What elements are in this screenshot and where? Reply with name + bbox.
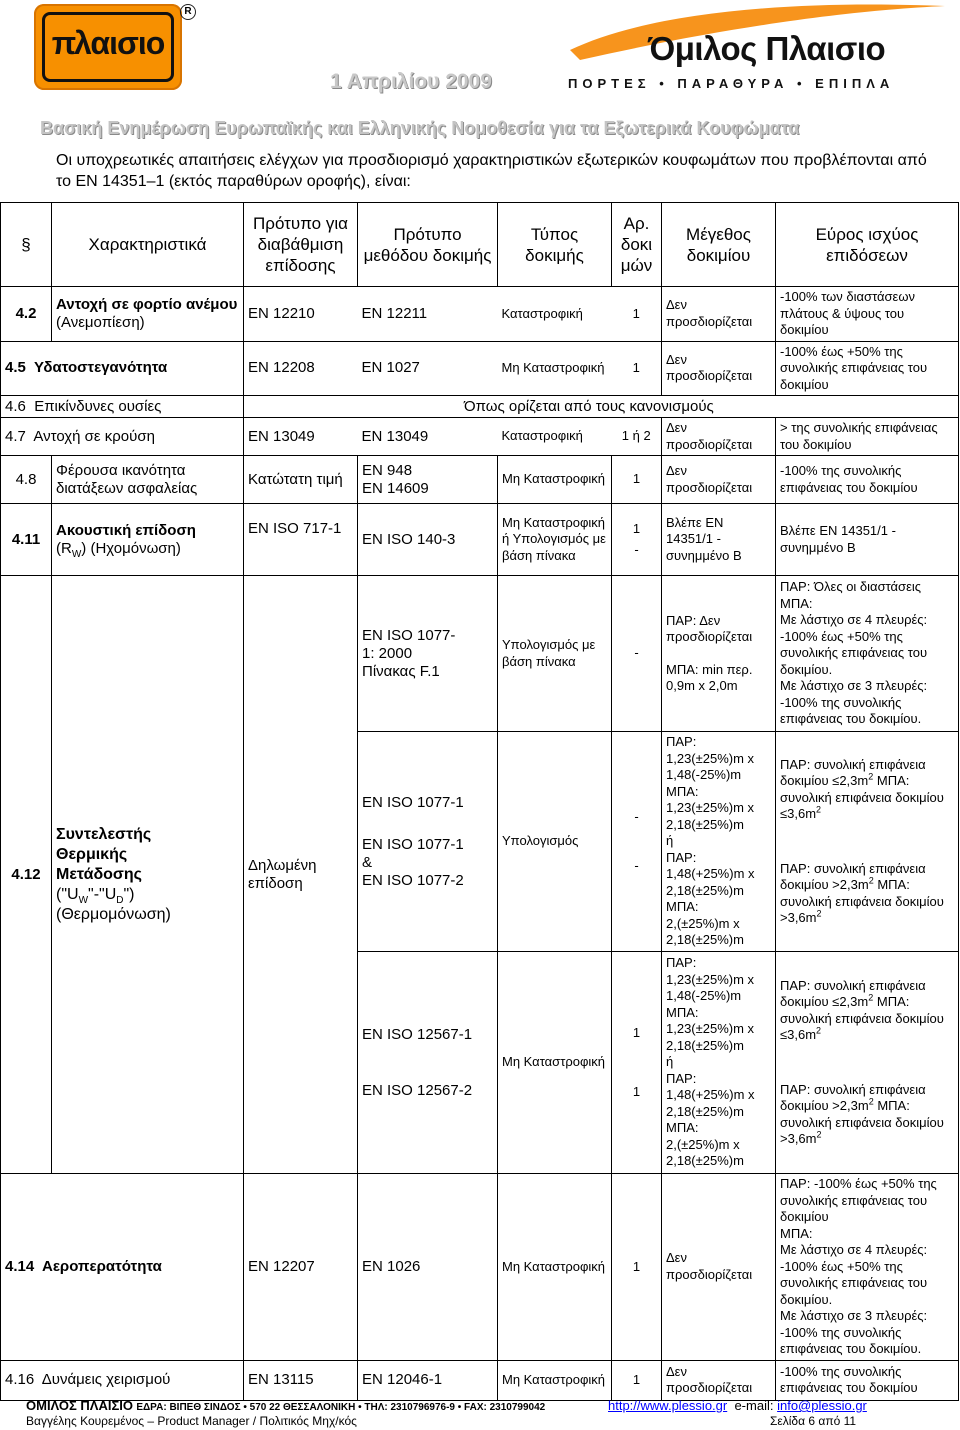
table-row [1,504,959,576]
characteristic [52,576,244,1174]
size-line: ΠΑΡ: [666,955,697,971]
footer-address: ΕΔΡΑ: ΒΙΠΕΘ ΣΙΝΔΟΣ • 570 22 ΘΕΣΣΑΛΟΝΙΚΗ • ΤΗΛ: 2310796976-9 • FAX: 2310799042 [136,1402,546,1413]
characteristic-rest: (Ανεμοπίεση) [56,313,145,331]
sample-count: - [612,576,662,732]
range-line: ΠΑΡ: συνολική επιφάνεια δοκιμίου ≤2,3m [780,756,926,788]
intro-paragraph: Οι υποχρεωτικές απαιτήσεις ελέγχων για προσδιορισμό χαρακτηριστικών εξωτερικών κουφωμάτων που προβλέπονται από το ΕΝ 14351–1 (εκτός παραθύρων οροφής), είναι: [56,152,927,190]
size-line: 2,18(±25%)m [666,1103,744,1119]
size-line: 1,48(+25%)m x [666,1087,755,1103]
table-row [1,341,959,396]
superscript: 2 [816,804,822,815]
sample-size [662,576,776,732]
range-line: ΠΑΡ: συνολική επιφάνεια δοκιμίου ≤2,3m [780,977,926,1009]
email-label: e-mail: [734,1398,774,1413]
sample-count-1: 1 [632,521,641,536]
classification-standard: EN 12208 [244,341,358,396]
test-method [358,732,498,952]
sample-size: Βλέπε EN 14351/1 - συνημμένο Β [662,504,776,576]
method-line: EN ISO 12567-1 [362,1025,473,1043]
range-line: ΜΠΑ: συνολική επιφάνεια δοκιμίου ≤3,6m [780,773,944,821]
table-row [1,1360,959,1400]
superscript: 2 [816,1129,822,1140]
classification-standard: Δηλωμένη επίδοση [244,576,358,1174]
test-type: Καταστροφική [498,418,612,456]
test-method: EN 12211 [358,287,498,342]
superscript: 2 [868,992,874,1003]
characteristic-label: Υδατοστεγανότητα [33,359,168,377]
size-line: 1,23(±25%)m x [666,1021,755,1037]
sample-count: 1 [612,341,662,396]
header-validity-range: Εύρος ισχύος επιδόσεων [776,203,959,287]
size-line: 2,18(±25%)m [666,932,744,948]
range-line: ΜΠΑ: συνολική επιφάνεια δοκιμίου ≤3,6m [780,994,944,1042]
sample-count: 1 [612,456,662,504]
test-type: Μη Καταστροφική [498,341,612,396]
range-line: ΜΠΑ: [780,1225,813,1241]
header-test-type: Τύπος δοκιμής [498,203,612,287]
sample-size: Δεν προσδιορίζεται [662,456,776,504]
size-line: ΜΠΑ: min περ. 0,9m x 2,0m [666,661,753,693]
range-line: ΠΑΡ: συνολική επιφάνεια δοκιμίου >2,3m [780,860,926,892]
footer-brand: ΟΜΙΛΟΣ ΠΛΑΙΣΙΟ [26,1398,133,1413]
header-sample-count: Αρ. δοκι μών [612,203,662,287]
logo-text: πλαισιο [51,25,165,61]
footer-author: Βαγγέλης Κουρεμένος – Product Manager / Πολιτικός Μηχ/κός [26,1414,357,1428]
count-line: - [634,809,639,824]
method-line: & [362,853,373,871]
sample-count: 1 ή 2 [612,418,662,456]
superscript: 2 [868,771,874,782]
range-line: ΠΑΡ: -100% έως +50% της συνολικής επιφάνειας του δοκιμίου [780,1176,937,1224]
characteristic [1,396,244,418]
footer-company-line [26,1398,545,1413]
characteristic-end: ) (Ηχομόνωση) [81,539,181,557]
range-block-1 [780,978,954,1044]
characteristic-subscript: W [71,548,82,560]
symbol-subscript: D [116,894,124,906]
section-number: 4.2 [1,287,52,342]
group-name: Όμιλος Πλαισιο [648,30,886,67]
sample-size: Δεν προσδιορίζεται [662,341,776,396]
test-type: Μη Καταστροφική ή Υπολογισμός με βάση πίνακα [498,504,612,576]
sample-size: Δεν προσδιορίζεται [662,1174,776,1361]
size-line: 1,23(±25%)m x [666,800,755,816]
size-line: 2,(±25%)m x [666,915,740,931]
range-block-2 [780,861,954,927]
range-line: Με λάστιχο σε 4 πλευρές: -100% έως +50% της συνολικής επιφάνειας του δοκιμίου. [780,1242,928,1307]
validity-range [776,952,959,1174]
range-line: Με λάστιχο σε 3 πλευρές: -100% της συνολικής επιφάνειας του δοκιμίου. [780,1308,928,1356]
header-sample-size: Μέγεθος δοκιμίου [662,203,776,287]
test-type: Μη Καταστροφική [498,952,612,1174]
validity-range [776,1174,959,1361]
test-method-1: EN 948 [362,461,413,479]
test-type: Μη Καταστροφική [498,456,612,504]
table-row [1,456,959,504]
range-block-2 [780,1082,954,1148]
test-method: EN 12046-1 [358,1360,498,1400]
characteristic: Φέρουσα ικανότητα διατάξεων ασφαλείας [52,456,244,504]
test-method: EN ISO 1077-1: 2000 Πίνακας F.1 [358,576,498,732]
characteristic-label: Επικίνδυνες ουσίες [34,397,162,415]
count-line: 1 [632,1083,641,1099]
sample-count: 1 [612,287,662,342]
superscript: 2 [868,875,874,886]
table-row [1,396,959,418]
section-number: 4.6 [5,397,26,415]
size-line: 1,23(±25%)m x [666,750,755,766]
header-section: § [1,203,52,287]
validity-range [776,576,959,732]
size-line: ΜΠΑ: [666,899,699,915]
size-line: 2,(±25%)m x [666,1136,740,1152]
section-number: 4.14 [5,1257,35,1275]
section-number: 4.7 [5,427,26,445]
sample-count-2: - [634,541,639,557]
characteristic-label: Αντοχή σε κρούση [33,427,155,445]
test-method [358,952,498,1174]
size-line: ΜΠΑ: [666,1004,699,1020]
characteristic-rest: (Θερμομόνωση) [56,905,171,923]
method-line: EN ISO 1077-2 [362,871,464,889]
validity-range: > της συνολικής επιφάνειας του δοκιμίου [776,418,959,456]
header-characteristic: Χαρακτηριστικά [52,203,244,287]
range-block-1 [780,757,954,823]
sample-count [612,732,662,952]
sample-count [612,952,662,1174]
characteristic-bold: Αντοχή σε φορτίο ανέμου [56,295,238,313]
count-line: 1 [632,1025,641,1040]
test-type: Υπολογισμός [498,732,612,952]
tagline: ΠΟΡΤΕΣ • ΠΑΡΑΘΥΡΑ • ΕΠΙΠΛΑ [568,76,895,91]
classification-standard: EN 12207 [244,1174,358,1361]
sample-size: Δεν προσδιορίζεται [662,418,776,456]
table-header-row [1,203,959,287]
section-number: 4.5 [5,359,26,377]
validity-range: -100% έως +50% της συνολικής επιφάνειας του δοκιμίου [776,341,959,396]
symbol-subscript: W [78,894,89,906]
size-line: ΜΠΑ: [666,1120,699,1136]
table-row [1,287,959,342]
characteristic-bold: Συντελεστής Θερμικής Μετάδοσης [56,825,152,883]
footer-links [608,1398,867,1413]
superscript: 2 [816,1025,822,1036]
section-number: 4.8 [1,456,52,504]
test-method: EN 1027 [358,341,498,396]
classification-standard: EN 12210 [244,287,358,342]
test-type: Υπολογισμός με βάση πίνακα [498,576,612,732]
characteristic [1,341,244,396]
header-test-method: Πρότυπο μεθόδου δοκιμής [358,203,498,287]
company-logo [34,4,182,90]
count-line: - [634,857,639,873]
test-method-2: EN 14609 [362,479,429,497]
test-method: EN 1026 [358,1174,498,1361]
section-number: 4.12 [1,576,52,1174]
characteristic [1,1360,244,1400]
requirements-table [0,202,959,1401]
range-line: Με λάστιχο σε 3 πλευρές: -100% της συνολικής επιφάνειας του δοκιμίου. [780,678,928,727]
registered-mark: R [180,4,196,20]
section-number: 4.16 [5,1371,35,1388]
test-type: Καταστροφική [498,287,612,342]
website-link[interactable]: http://www.plessio.gr [608,1398,728,1413]
characteristic [52,287,244,342]
method-line: EN ISO 12567-2 [362,1081,473,1099]
size-line: ΠΑΡ: [666,1070,697,1086]
range-line: ΜΠΑ: συνολική επιφάνεια δοκιμίου >3,6m [780,877,944,925]
classification-standard: EN 13115 [244,1360,358,1400]
test-type: Μη Καταστροφική [498,1360,612,1400]
size-line: ΠΑΡ: [666,734,697,750]
sample-size [662,952,776,1174]
size-line: ή [666,833,674,849]
size-line: ΠΑΡ: [666,849,697,865]
table-row [1,576,959,732]
characteristic-symbol [56,885,239,905]
range-line: ΠΑΡ: Όλες οι διαστάσεις [780,579,922,595]
size-line: ΜΠΑ: [666,783,699,799]
document-date: 1 Απριλίου 2009 [330,70,492,93]
email-link[interactable]: info@plessio.gr [777,1398,867,1413]
range-line: ΠΑΡ: συνολική επιφάνεια δοκιμίου >2,3m [780,1081,926,1113]
size-line: 1,48(-25%)m [666,988,742,1004]
sample-count [612,504,662,576]
page-footer [0,1398,960,1430]
table-row [1,418,959,456]
page-number: Σελίδα 6 από 11 [770,1414,857,1428]
sample-size: Δεν προσδιορίζεται [662,1360,776,1400]
regulation-note: Όπως ορίζεται από τους κανονισμούς [244,396,959,418]
test-method [358,456,498,504]
size-line: 2,18(±25%)m [666,816,744,832]
validity-range: Βλέπε EN 14351/1 - συνημμένο Β [776,504,959,576]
characteristic-label: Αεροπερατότητα [41,1257,162,1275]
validity-range: -100% της συνολικής επιφάνειας του δοκιμίου [776,1360,959,1400]
validity-range: -100% των διαστάσεων πλάτους & ύψους του δοκιμίου [776,287,959,342]
superscript: 2 [868,1096,874,1107]
range-line: Με λάστιχο σε 4 πλευρές: -100% έως +50% της συνολικής επιφάνειας του δοκιμίου. [780,612,928,677]
section-number: 4.11 [1,504,52,576]
classification-standard: EN 13049 [244,418,358,456]
size-line: ή [666,1054,674,1070]
characteristic-label: Δυνάμεις χειρισμού [41,1371,171,1388]
sample-size [662,732,776,952]
sample-size: Δεν προσδιορίζεται [662,287,776,342]
document-banner: Βασική Ενημέρωση Ευρωπαϊκής και Ελληνικής Νομοθεσία για τα Εξωτερικά Κουφώματα [40,118,800,138]
superscript: 2 [816,908,822,919]
range-line: ΜΠΑ: συνολική επιφάνεια δοκιμίου >3,6m [780,1098,944,1146]
size-line: 1,48(-25%)m [666,767,742,783]
method-line: EN ISO 1077-1 [362,793,464,811]
test-method: EN ISO 140-3 [358,504,498,576]
validity-range: -100% της συνολικής επιφάνειας του δοκιμίου [776,456,959,504]
method-line: EN ISO 1077-1 [362,835,464,853]
characteristic [52,504,244,576]
table-row [1,1174,959,1361]
size-line: 2,18(±25%)m [666,1153,744,1169]
size-line: 1,48(+25%)m x [666,866,755,882]
range-line: ΜΠΑ: [780,595,813,611]
characteristic [1,418,244,456]
symbol-part: "-"U [88,885,117,903]
size-line: 2,18(±25%)m [666,882,744,898]
size-line: 1,23(±25%)m x [666,971,755,987]
size-line: 2,18(±25%)m [666,1037,744,1053]
test-type: Μη Καταστροφική [498,1174,612,1361]
header-classification-standard: Πρότυπο για διαβάθμιση επίδοσης [244,203,358,287]
validity-range [776,732,959,952]
size-line: ΠΑΡ: Δεν προσδιορίζεται [666,612,753,644]
test-method: EN 13049 [358,418,498,456]
characteristic-bold: Ακουστική επίδοση [56,521,196,539]
symbol-part: ") [123,885,135,903]
symbol-part: ("U [56,885,79,903]
characteristic [1,1174,244,1361]
sample-count: 1 [612,1360,662,1400]
classification-standard: EN ISO 717-1 [244,504,358,576]
classification-standard: Κατώτατη τιμή [244,456,358,504]
characteristic-rest: (R [56,539,72,557]
sample-count: 1 [612,1174,662,1361]
